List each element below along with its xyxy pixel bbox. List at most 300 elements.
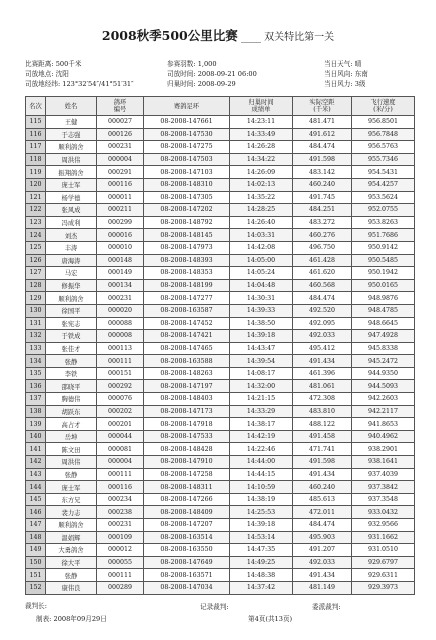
cell-speed: 942.2603 — [352, 393, 415, 406]
cell-arrival-time: 14:37:42 — [230, 581, 293, 594]
cell-leg-ring: 08-2008-147421 — [144, 330, 230, 343]
cell-arrival-time: 14:44:00 — [230, 456, 293, 469]
cell-leg-ring: 08-2008-147918 — [144, 418, 230, 431]
info-count: 参赛羽数: 1,000 — [167, 60, 217, 68]
cell-speed: 956.5763 — [352, 141, 415, 154]
cell-arrival-time: 14:08:17 — [230, 367, 293, 380]
cell-speed: 948.9876 — [352, 292, 415, 305]
cell-distance: 483.810 — [293, 405, 352, 418]
cell-speed: 937.3548 — [352, 493, 415, 506]
cell-distance: 472.308 — [293, 393, 352, 406]
cell-distance: 491.207 — [293, 544, 352, 557]
cell-distance: 492.095 — [293, 317, 352, 330]
cell-name: 庞士军 — [46, 481, 97, 494]
cell-speed: 932.9566 — [352, 519, 415, 532]
cell-ring-code: 000076 — [97, 393, 144, 406]
cell-distance: 460.276 — [293, 229, 352, 242]
cell-name: 丰涛 — [46, 241, 97, 254]
cell-speed: 941.8653 — [352, 418, 415, 431]
table-row — [26, 141, 415, 154]
cell-name: 张风成 — [46, 204, 97, 217]
cell-leg-ring: 08-2008-147266 — [144, 493, 230, 506]
cell-speed: 950.9142 — [352, 241, 415, 254]
cell-distance: 460.240 — [293, 178, 352, 191]
cell-arrival-time: 14:26:40 — [230, 216, 293, 229]
table-row — [26, 418, 415, 431]
cell-leg-ring: 08-2008-147207 — [144, 519, 230, 532]
cell-name: 裴力志 — [46, 506, 97, 519]
info-wind-direction: 当日风向: 东南 — [324, 70, 368, 78]
cell-arrival-time: 14:39:18 — [230, 519, 293, 532]
cell-name: 温娟辉 — [46, 531, 97, 544]
cell-distance: 484.474 — [293, 141, 352, 154]
table-row — [26, 456, 415, 469]
column-header-rank: 名次 — [26, 97, 46, 116]
column-header-arrival-time: 归巢时间 成绩单 — [230, 97, 293, 116]
cell-ring-code: 000202 — [97, 405, 144, 418]
cell-distance: 460.240 — [293, 481, 352, 494]
cell-distance: 492.520 — [293, 304, 352, 317]
table-row — [26, 330, 415, 343]
cell-speed: 931.1662 — [352, 531, 415, 544]
cell-rank: 147 — [26, 519, 46, 532]
cell-arrival-time: 14:47:35 — [230, 544, 293, 557]
cell-arrival-time: 14:39:33 — [230, 304, 293, 317]
cell-speed: 940.4962 — [352, 430, 415, 443]
cell-rank: 133 — [26, 342, 46, 355]
cell-distance: 495.412 — [293, 342, 352, 355]
cell-leg-ring: 08-2008-147275 — [144, 141, 230, 154]
cell-ring-code: 000010 — [97, 241, 144, 254]
cell-speed: 938.1641 — [352, 456, 415, 469]
cell-distance: 492.033 — [293, 330, 352, 343]
table-row — [26, 556, 415, 569]
table-row — [26, 531, 415, 544]
cell-ring-code: 000008 — [97, 330, 144, 343]
cell-speed: 954.5431 — [352, 166, 415, 179]
cell-leg-ring: 08-2008-163514 — [144, 531, 230, 544]
cell-distance: 496.750 — [293, 241, 352, 254]
cell-leg-ring: 08-2008-148409 — [144, 506, 230, 519]
cell-leg-ring: 08-2008-148311 — [144, 481, 230, 494]
cell-ring-code: 000116 — [97, 481, 144, 494]
cell-rank: 126 — [26, 254, 46, 267]
table-header — [26, 97, 415, 116]
table-row — [26, 317, 415, 330]
info-release: 司放时间: 2008-09-21 06:00 — [167, 70, 257, 78]
column-header-ring-code: 鸽环 编号 — [97, 97, 144, 116]
cell-leg-ring: 08-2008-148428 — [144, 443, 230, 456]
race-title: 2008秋季500公里比赛 — [101, 28, 238, 43]
cell-leg-ring: 08-2008-147173 — [144, 405, 230, 418]
cell-name: 顺利鸽舍 — [46, 141, 97, 154]
table-row — [26, 519, 415, 532]
cell-ring-code: 000113 — [97, 342, 144, 355]
cell-name: 杨学德 — [46, 191, 97, 204]
cell-distance: 491.434 — [293, 355, 352, 368]
cell-leg-ring: 08-2008-163588 — [144, 355, 230, 368]
cell-name: 顺利鸽舍 — [46, 292, 97, 305]
info-return: 归巢时间: 2008-09-29 — [167, 80, 236, 88]
cell-speed: 929.3973 — [352, 581, 415, 594]
info-weather: 当日天气: 晴 — [324, 60, 362, 68]
cell-name: 庞士军 — [46, 178, 97, 191]
cell-ring-code: 000231 — [97, 519, 144, 532]
cell-distance: 472.011 — [293, 506, 352, 519]
cell-arrival-time: 14:33:49 — [230, 128, 293, 141]
cell-arrival-time: 14:28:25 — [230, 204, 293, 217]
cell-ring-code: 000055 — [97, 556, 144, 569]
cell-leg-ring: 08-2008-148403 — [144, 393, 230, 406]
cell-arrival-time: 14:04:48 — [230, 279, 293, 292]
cell-leg-ring: 08-2008-148353 — [144, 267, 230, 280]
cell-rank: 123 — [26, 216, 46, 229]
cell-speed: 929.6311 — [352, 569, 415, 582]
table-row — [26, 443, 415, 456]
cell-speed: 944.5093 — [352, 380, 415, 393]
table-row — [26, 304, 415, 317]
cell-name: 邵晓平 — [46, 380, 97, 393]
cell-distance: 491.745 — [293, 191, 352, 204]
cell-leg-ring: 08-2008-148310 — [144, 178, 230, 191]
cell-distance: 485.613 — [293, 493, 352, 506]
cell-ring-code: 000044 — [97, 430, 144, 443]
cell-distance: 492.033 — [293, 556, 352, 569]
cell-ring-code: 000149 — [97, 267, 144, 280]
cell-name: 修振华 — [46, 279, 97, 292]
cell-distance: 491.612 — [293, 128, 352, 141]
cell-name: 大勇鸽舍 — [46, 544, 97, 557]
cell-ring-code: 000111 — [97, 569, 144, 582]
cell-distance: 461.396 — [293, 367, 352, 380]
cell-distance: 460.568 — [293, 279, 352, 292]
cell-name: 张宪志 — [46, 317, 97, 330]
cell-speed: 956.8501 — [352, 116, 415, 129]
table-row — [26, 229, 415, 242]
cell-ring-code: 000292 — [97, 380, 144, 393]
cell-distance: 471.741 — [293, 443, 352, 456]
cell-leg-ring: 08-2008-148145 — [144, 229, 230, 242]
cell-leg-ring: 08-2008-147452 — [144, 317, 230, 330]
cell-ring-code: 000109 — [97, 531, 144, 544]
table-row — [26, 153, 415, 166]
cell-name: 岳坤 — [46, 430, 97, 443]
cell-leg-ring: 08-2008-163587 — [144, 304, 230, 317]
cell-leg-ring: 08-2008-148393 — [144, 254, 230, 267]
cell-leg-ring: 08-2008-147258 — [144, 468, 230, 481]
cell-distance: 483.272 — [293, 216, 352, 229]
cell-speed: 938.2901 — [352, 443, 415, 456]
cell-name: 于铁成 — [46, 330, 97, 343]
cell-speed: 955.7346 — [352, 153, 415, 166]
cell-name: 冯成利 — [46, 216, 97, 229]
cell-ring-code: 000289 — [97, 581, 144, 594]
cell-arrival-time: 14:44:15 — [230, 468, 293, 481]
cell-rank: 144 — [26, 481, 46, 494]
cell-arrival-time: 14:38:17 — [230, 418, 293, 431]
cell-speed: 948.6645 — [352, 317, 415, 330]
table-row — [26, 506, 415, 519]
cell-rank: 150 — [26, 556, 46, 569]
footer-page-number: 第4页(共13页) — [248, 615, 293, 623]
cell-arrival-time: 14:02:13 — [230, 178, 293, 191]
cell-speed: 950.5485 — [352, 254, 415, 267]
cell-arrival-time: 14:26:28 — [230, 141, 293, 154]
cell-distance: 483.142 — [293, 166, 352, 179]
cell-rank: 116 — [26, 128, 46, 141]
cell-speed: 950.0165 — [352, 279, 415, 292]
cell-ring-code: 000016 — [97, 229, 144, 242]
footer-made-date: 制表: 2008年09月29日 — [36, 615, 107, 623]
cell-speed: 945.2472 — [352, 355, 415, 368]
cell-rank: 141 — [26, 443, 46, 456]
cell-arrival-time: 14:53:14 — [230, 531, 293, 544]
cell-ring-code: 000238 — [97, 506, 144, 519]
cell-speed: 953.8263 — [352, 216, 415, 229]
cell-distance: 461.620 — [293, 267, 352, 280]
cell-rank: 143 — [26, 468, 46, 481]
cell-arrival-time: 14:42:08 — [230, 241, 293, 254]
cell-ring-code: 000027 — [97, 116, 144, 129]
table-row — [26, 468, 415, 481]
cell-rank: 152 — [26, 581, 46, 594]
cell-speed: 933.0432 — [352, 506, 415, 519]
cell-arrival-time: 14:35:22 — [230, 191, 293, 204]
cell-arrival-time: 14:05:00 — [230, 254, 293, 267]
column-header-leg-ring: 赛鸽足环 — [144, 97, 230, 116]
cell-rank: 138 — [26, 405, 46, 418]
info-coords: 司放地经纬: 123°32′54″/41°51′31″ — [25, 80, 134, 88]
cell-arrival-time: 14:34:22 — [230, 153, 293, 166]
cell-rank: 146 — [26, 506, 46, 519]
cell-leg-ring: 08-2008-147202 — [144, 204, 230, 217]
footer-judge: 裁判长: — [25, 602, 48, 610]
cell-leg-ring: 08-2008-147503 — [144, 153, 230, 166]
cell-name: 周洪伟 — [46, 153, 97, 166]
table-row — [26, 581, 415, 594]
column-header-name: 姓名 — [46, 97, 97, 116]
cell-rank: 127 — [26, 267, 46, 280]
cell-arrival-time: 14:39:18 — [230, 330, 293, 343]
cell-speed: 937.3842 — [352, 481, 415, 494]
cell-leg-ring: 08-2008-148263 — [144, 367, 230, 380]
cell-leg-ring: 08-2008-147277 — [144, 292, 230, 305]
cell-leg-ring: 08-2008-147649 — [144, 556, 230, 569]
cell-leg-ring: 08-2008-147103 — [144, 166, 230, 179]
cell-arrival-time: 14:10:59 — [230, 481, 293, 494]
cell-rank: 119 — [26, 166, 46, 179]
cell-rank: 145 — [26, 493, 46, 506]
cell-rank: 129 — [26, 292, 46, 305]
cell-rank: 118 — [26, 153, 46, 166]
cell-distance: 484.251 — [293, 204, 352, 217]
cell-arrival-time: 14:03:31 — [230, 229, 293, 242]
info-distance: 比赛距离: 500千米 — [25, 60, 82, 68]
cell-distance: 484.474 — [293, 519, 352, 532]
cell-ring-code: 000299 — [97, 216, 144, 229]
cell-speed: 937.4039 — [352, 468, 415, 481]
cell-speed: 956.7848 — [352, 128, 415, 141]
cell-rank: 142 — [26, 456, 46, 469]
cell-name: 马宏 — [46, 267, 97, 280]
cell-leg-ring: 08-2008-163571 — [144, 569, 230, 582]
cell-leg-ring: 08-2008-147034 — [144, 581, 230, 594]
table-row — [26, 355, 415, 368]
info-location: 司放地点: 沈阳 — [25, 70, 69, 78]
cell-speed: 953.5624 — [352, 191, 415, 204]
cell-speed: 942.2117 — [352, 405, 415, 418]
table-row — [26, 128, 415, 141]
footer-committee: 委派裁判: — [312, 603, 341, 611]
cell-arrival-time: 14:26:09 — [230, 166, 293, 179]
cell-distance: 495.903 — [293, 531, 352, 544]
cell-name: 胸德伟 — [46, 393, 97, 406]
cell-rank: 115 — [26, 116, 46, 129]
cell-ring-code: 000201 — [97, 418, 144, 431]
cell-arrival-time: 14:42:19 — [230, 430, 293, 443]
table-row — [26, 116, 415, 129]
table-row — [26, 166, 415, 179]
cell-distance: 481.471 — [293, 116, 352, 129]
cell-rank: 148 — [26, 531, 46, 544]
cell-arrival-time: 14:33:29 — [230, 405, 293, 418]
cell-ring-code: 000151 — [97, 367, 144, 380]
table-row — [26, 191, 415, 204]
cell-rank: 117 — [26, 141, 46, 154]
cell-ring-code: 000126 — [97, 128, 144, 141]
column-header-distance: 实际空距 (千米) — [293, 97, 352, 116]
cell-arrival-time: 14:22:46 — [230, 443, 293, 456]
cell-rank: 136 — [26, 380, 46, 393]
cell-ring-code: 000231 — [97, 141, 144, 154]
cell-speed: 950.1942 — [352, 267, 415, 280]
cell-leg-ring: 08-2008-147661 — [144, 116, 230, 129]
cell-arrival-time: 14:05:24 — [230, 267, 293, 280]
cell-name: 刘杰 — [46, 229, 97, 242]
info-wind-force: 当日风力: 3级 — [324, 80, 366, 88]
cell-speed: 954.4257 — [352, 178, 415, 191]
cell-ring-code: 000234 — [97, 493, 144, 506]
cell-distance: 481.149 — [293, 581, 352, 594]
cell-ring-code: 000012 — [97, 544, 144, 557]
cell-name: 王健 — [46, 116, 97, 129]
cell-distance: 491.434 — [293, 569, 352, 582]
column-header-speed: 飞行速度 (米/分) — [352, 97, 415, 116]
cell-rank: 135 — [26, 367, 46, 380]
cell-leg-ring: 08-2008-148199 — [144, 279, 230, 292]
cell-arrival-time: 14:48:38 — [230, 569, 293, 582]
cell-rank: 125 — [26, 241, 46, 254]
cell-distance: 491.458 — [293, 430, 352, 443]
cell-rank: 122 — [26, 204, 46, 217]
footer-recorder: 记录裁判: — [200, 603, 229, 611]
cell-ring-code: 000291 — [97, 166, 144, 179]
cell-ring-code: 000148 — [97, 254, 144, 267]
cell-leg-ring: 08-2008-147973 — [144, 241, 230, 254]
cell-rank: 149 — [26, 544, 46, 557]
cell-arrival-time: 14:30:31 — [230, 292, 293, 305]
table-row — [26, 178, 415, 191]
cell-leg-ring: 08-2008-163550 — [144, 544, 230, 557]
table-row — [26, 493, 415, 506]
table-row — [26, 342, 415, 355]
cell-ring-code: 000231 — [97, 292, 144, 305]
cell-arrival-time: 14:21:15 — [230, 393, 293, 406]
cell-rank: 134 — [26, 355, 46, 368]
cell-distance: 491.598 — [293, 456, 352, 469]
cell-name: 康伟良 — [46, 581, 97, 594]
table-row — [26, 292, 415, 305]
results-table — [25, 96, 415, 595]
table-row — [26, 204, 415, 217]
table-row — [26, 544, 415, 557]
cell-ring-code: 000111 — [97, 468, 144, 481]
table-row — [26, 569, 415, 582]
cell-ring-code: 000081 — [97, 443, 144, 456]
cell-name: 振翔鸽舍 — [46, 166, 97, 179]
cell-name: 胡跃东 — [46, 405, 97, 418]
page-title: 2008秋季500公里比赛 ____ 双关特比第一关 — [101, 28, 335, 43]
cell-speed: 948.4785 — [352, 304, 415, 317]
cell-name: 徐国平 — [46, 304, 97, 317]
cell-speed: 947.4928 — [352, 330, 415, 343]
cell-arrival-time: 14:49:25 — [230, 556, 293, 569]
cell-name: 张静 — [46, 355, 97, 368]
table-row — [26, 279, 415, 292]
cell-rank: 130 — [26, 304, 46, 317]
cell-name: 陈文田 — [46, 443, 97, 456]
cell-arrival-time: 14:38:19 — [230, 493, 293, 506]
cell-ring-code: 000211 — [97, 204, 144, 217]
cell-ring-code: 000004 — [97, 153, 144, 166]
cell-name: 唐海涛 — [46, 254, 97, 267]
cell-leg-ring: 08-2008-148792 — [144, 216, 230, 229]
cell-ring-code: 000011 — [97, 191, 144, 204]
cell-rank: 128 — [26, 279, 46, 292]
table-row — [26, 367, 415, 380]
table-row — [26, 405, 415, 418]
cell-distance: 491.598 — [293, 153, 352, 166]
cell-rank: 131 — [26, 317, 46, 330]
cell-rank: 151 — [26, 569, 46, 582]
cell-name: 东方兄 — [46, 493, 97, 506]
cell-name: 徐大平 — [46, 556, 97, 569]
cell-name: 周洪伟 — [46, 456, 97, 469]
cell-rank: 124 — [26, 229, 46, 242]
cell-ring-code: 000004 — [97, 456, 144, 469]
cell-name: 张佳才 — [46, 342, 97, 355]
cell-leg-ring: 08-2008-147305 — [144, 191, 230, 204]
cell-arrival-time: 14:23:11 — [230, 116, 293, 129]
cell-distance: 461.428 — [293, 254, 352, 267]
cell-arrival-time: 14:39:54 — [230, 355, 293, 368]
table-row — [26, 430, 415, 443]
cell-speed: 952.0755 — [352, 204, 415, 217]
table-row — [26, 380, 415, 393]
cell-rank: 120 — [26, 178, 46, 191]
cell-rank: 121 — [26, 191, 46, 204]
cell-name: 高占才 — [46, 418, 97, 431]
cell-ring-code: 000111 — [97, 355, 144, 368]
cell-distance: 491.434 — [293, 468, 352, 481]
race-subtitle: 双关特比第一关 — [264, 32, 335, 43]
cell-ring-code: 000088 — [97, 317, 144, 330]
cell-arrival-time: 14:25:53 — [230, 506, 293, 519]
cell-speed: 951.7686 — [352, 229, 415, 242]
cell-speed: 931.0510 — [352, 544, 415, 557]
table-row — [26, 481, 415, 494]
cell-distance: 484.474 — [293, 292, 352, 305]
